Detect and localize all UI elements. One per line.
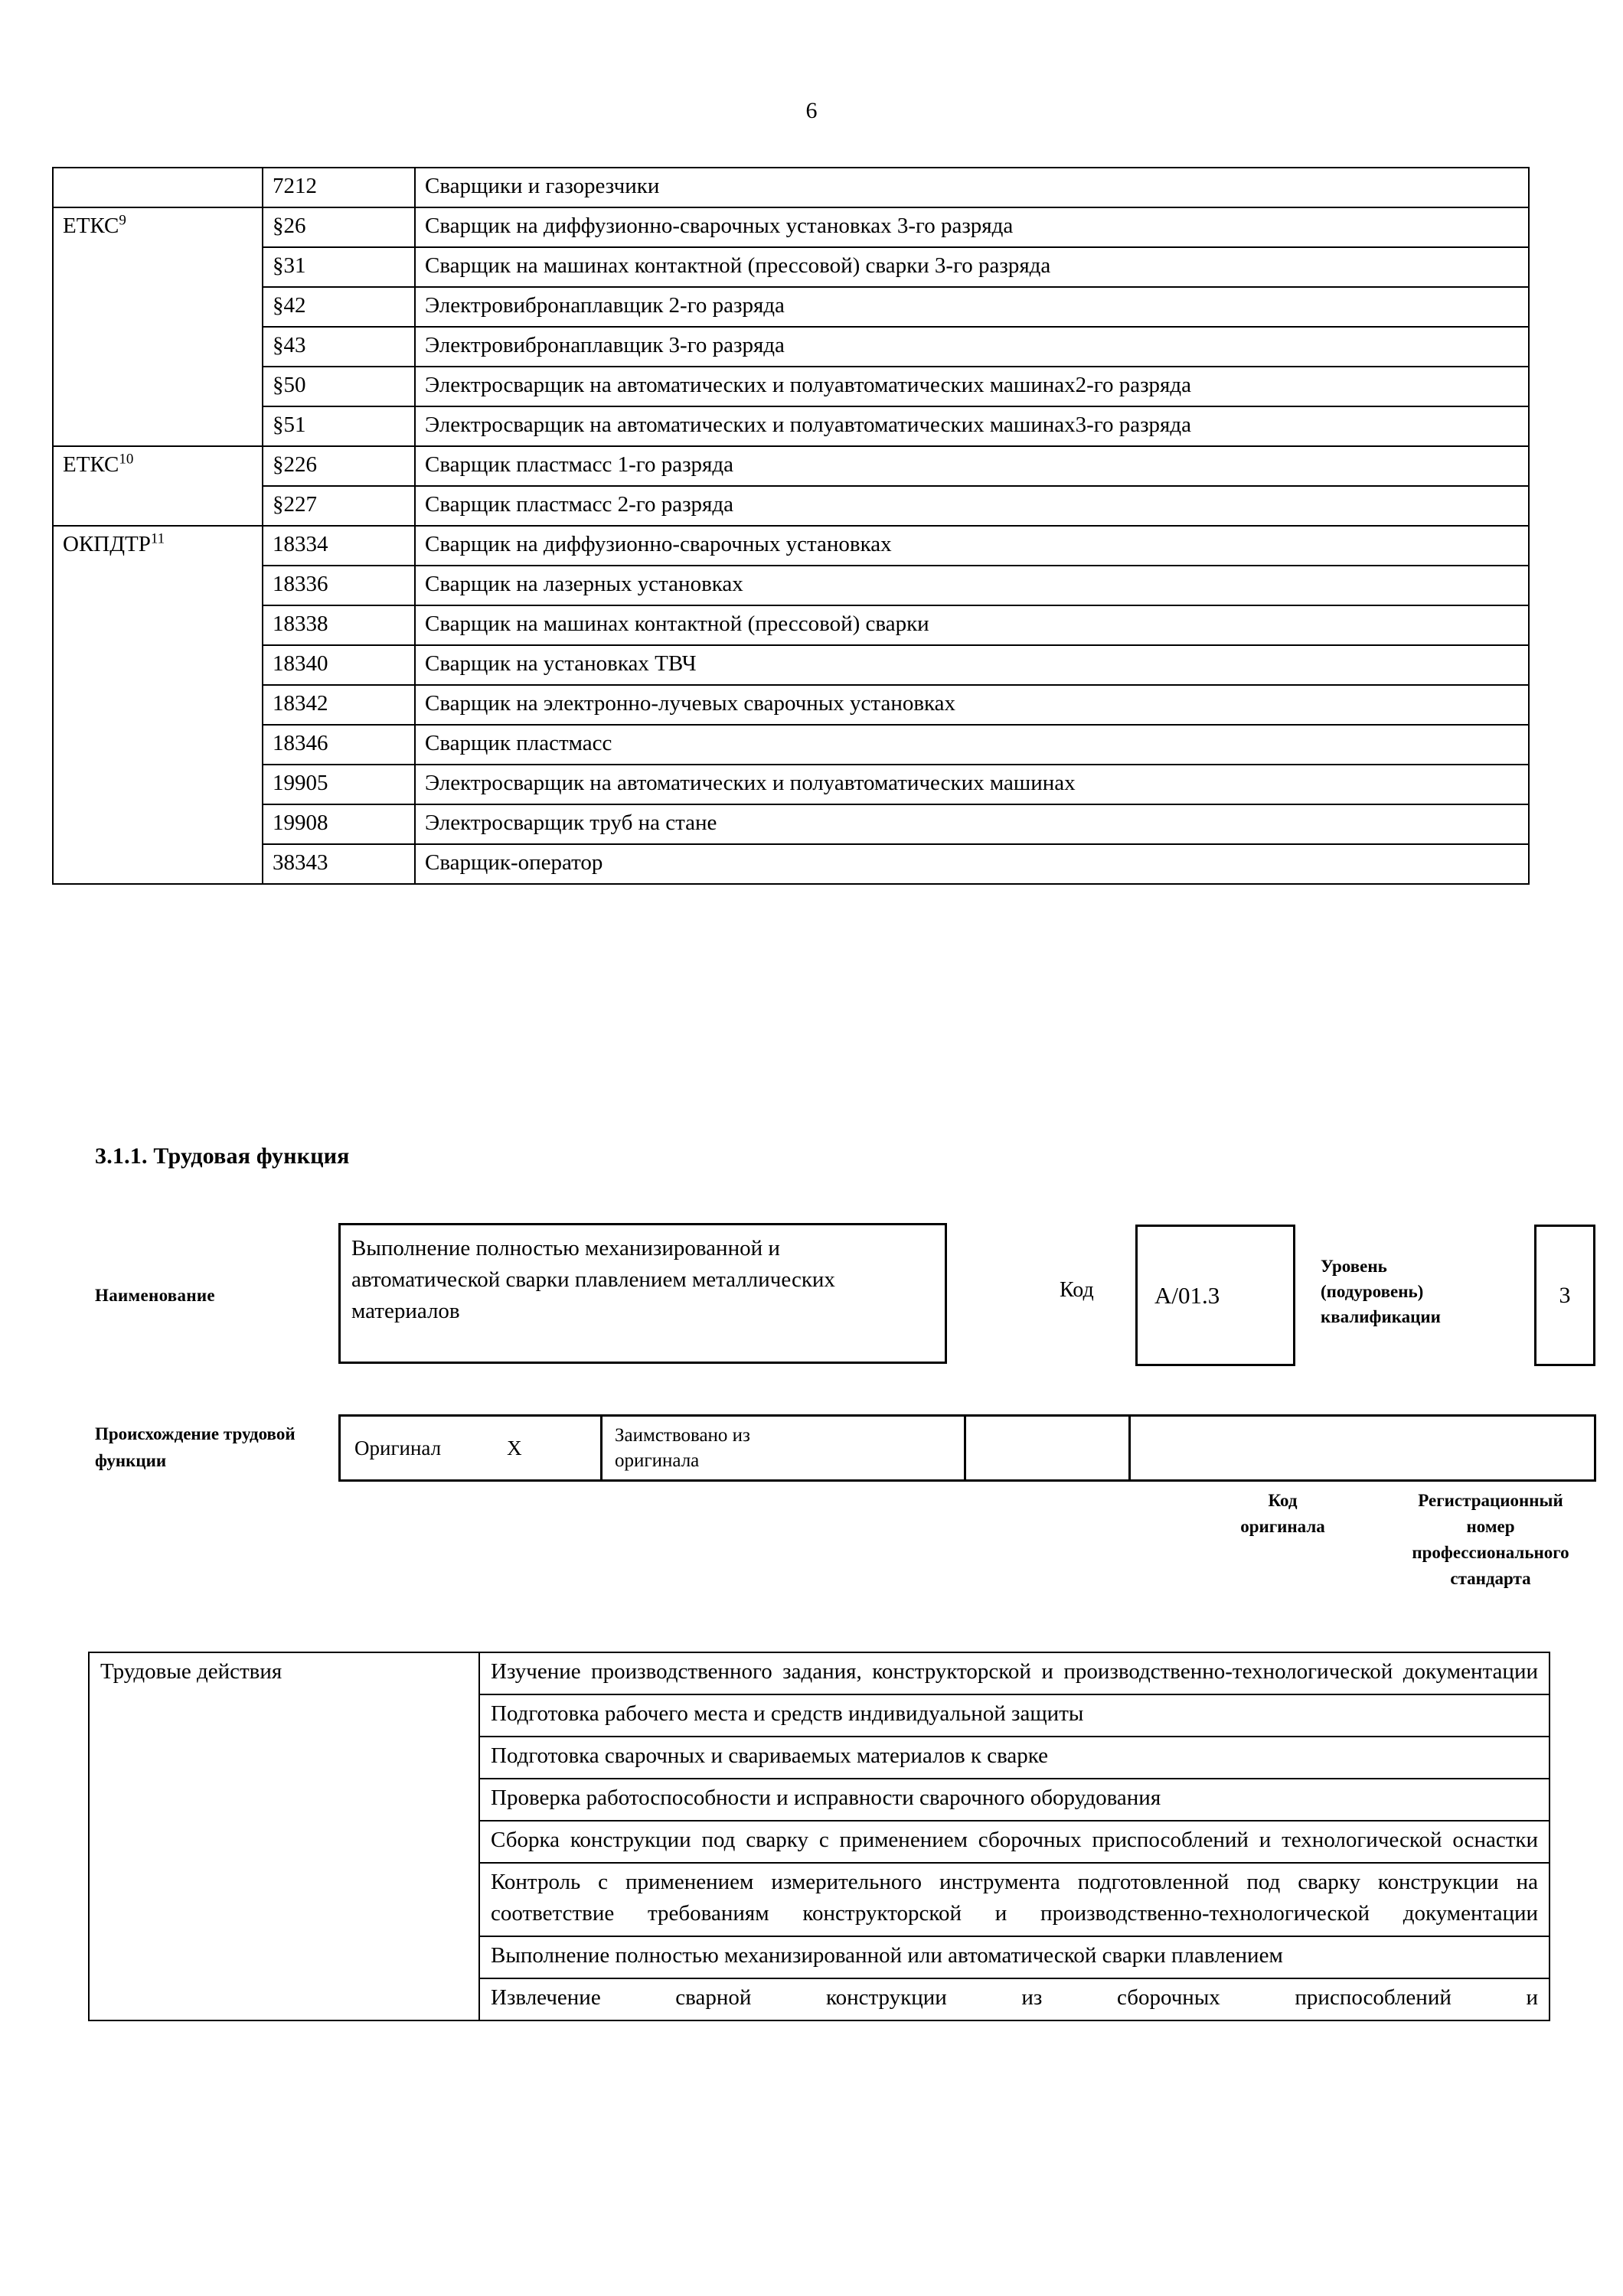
name-cell: Сварщик на лазерных установках [415, 566, 1529, 605]
origin-label-line2: функции [95, 1451, 167, 1470]
code-cell: §26 [263, 207, 415, 247]
origin-original-mark: X [507, 1436, 522, 1459]
name-cell: Электровибронаплавщик 2-го разряда [415, 287, 1529, 327]
name-cell: Электросварщик на автоматических и полуавтоматических машинах [415, 765, 1529, 804]
code-cell: 18346 [263, 725, 415, 765]
origin-original-cell [338, 1414, 600, 1482]
code-cell: 19908 [263, 804, 415, 844]
name-cell: Сварщик на машинах контактной (прессовой) сварки [415, 605, 1529, 645]
labor-actions-table [88, 1652, 1550, 2021]
labor-actions-body [89, 1652, 1550, 2020]
table-row [53, 566, 1529, 605]
table-row [53, 247, 1529, 287]
table-row [53, 486, 1529, 526]
labor-action-item: Подготовка рабочего места и средств индивидуальной защиты [479, 1694, 1550, 1737]
table-row [53, 207, 1529, 247]
table-row [89, 1652, 1550, 1694]
code-cell: §43 [263, 327, 415, 367]
code-cell: 7212 [263, 168, 415, 207]
origin-registration-caption [1380, 1488, 1602, 1592]
page-number: 6 [805, 98, 818, 123]
name-cell: Сварщик на машинах контактной (прессовой) сварки 3-го разряда [415, 247, 1529, 287]
name-cell: Электросварщик труб на стане [415, 804, 1529, 844]
code-cell: 18338 [263, 605, 415, 645]
labor-actions-label: Трудовые действия [89, 1652, 479, 2020]
function-origin-label [95, 1420, 325, 1474]
level-label-line3: квалификации [1321, 1307, 1441, 1326]
code-cell: §50 [263, 367, 415, 406]
code-cell: §226 [263, 446, 415, 486]
function-code-label: Код [1060, 1278, 1094, 1302]
classifier-table-body [53, 168, 1529, 884]
table-row [53, 844, 1529, 884]
table-row [53, 367, 1529, 406]
code-cell: §51 [263, 406, 415, 446]
section-heading: 3.1.1. Трудовая функция [95, 1143, 350, 1169]
source-cell-etks9 [53, 207, 263, 446]
origin-code-caption [1200, 1488, 1365, 1540]
origin-original-label: Оригинал [354, 1436, 442, 1459]
origin-borrowed-cell [600, 1414, 964, 1482]
name-cell: Сварщик на установках ТВЧ [415, 645, 1529, 685]
source-cell [53, 168, 263, 207]
name-cell: Сварщик пластмасс [415, 725, 1529, 765]
code-cell: 18336 [263, 566, 415, 605]
source-cell-okpdtr11 [53, 526, 263, 884]
origin-registration-input[interactable] [1128, 1414, 1596, 1482]
name-cell: Электровибронаплавщик 3-го разряда [415, 327, 1529, 367]
name-cell: Сварщик на электронно-лучевых сварочных установках [415, 685, 1529, 725]
reg-caption-line4: стандарта [1450, 1569, 1531, 1588]
code-caption-line2: оригинала [1240, 1517, 1325, 1536]
labor-action-item: Извлечение сварной конструкции из сборочных приспособлений и [479, 1978, 1550, 2020]
table-row [53, 327, 1529, 367]
source-label: ЕТКС [63, 452, 119, 477]
labor-action-item: Контроль с применением измерительного инструмента подготовленной под сварку конструкции на соответствие требованиям конструкторской и производственно-технологической документации [479, 1863, 1550, 1936]
origin-borrowed-line1: Заимствовано из [615, 1425, 750, 1446]
footnote-ref: 11 [150, 530, 165, 547]
source-label: ОКПДТР [63, 532, 151, 556]
name-cell: Сварщики и газорезчики [415, 168, 1529, 207]
labor-action-item: Сборка конструкции под сварку с применением сборочных приспособлений и технологической оснастки [479, 1821, 1550, 1863]
code-cell: §31 [263, 247, 415, 287]
labor-action-item: Подготовка сварочных и свариваемых материалов к сварке [479, 1737, 1550, 1779]
table-row [53, 645, 1529, 685]
reg-caption-line1: Регистрационный [1418, 1491, 1563, 1510]
table-row [53, 765, 1529, 804]
table-row [53, 725, 1529, 765]
code-cell: §227 [263, 486, 415, 526]
name-cell: Сварщик пластмасс 2-го разряда [415, 486, 1529, 526]
code-cell: 18334 [263, 526, 415, 566]
qualification-level-label [1321, 1254, 1501, 1329]
table-row [53, 605, 1529, 645]
code-cell: 18342 [263, 685, 415, 725]
name-cell: Электросварщик на автоматических и полуавтоматических машинах3-го разряда [415, 406, 1529, 446]
function-name-value: Выполнение полностью механизированной и автоматической сварки плавлением металлических материалов [338, 1223, 947, 1364]
level-label-line2: (подуровень) [1321, 1282, 1424, 1301]
code-cell: 38343 [263, 844, 415, 884]
name-cell: Сварщик на диффузионно-сварочных установках 3-го разряда [415, 207, 1529, 247]
reg-caption-line3: профессионального [1412, 1543, 1569, 1562]
code-cell: 19905 [263, 765, 415, 804]
code-cell: §42 [263, 287, 415, 327]
function-code-value: A/01.3 [1135, 1225, 1295, 1366]
table-row [53, 446, 1529, 486]
table-row [53, 526, 1529, 566]
reg-caption-line2: номер [1466, 1517, 1515, 1536]
labor-function-block [95, 1223, 1571, 1388]
origin-code-input[interactable] [964, 1414, 1128, 1482]
table-row [53, 406, 1529, 446]
qualification-level-value: 3 [1534, 1225, 1595, 1366]
level-label-line1: Уровень [1321, 1257, 1387, 1276]
footnote-ref: 10 [119, 451, 134, 468]
labor-action-item: Выполнение полностью механизированной или автоматической сварки плавлением [479, 1936, 1550, 1978]
origin-label-line1: Происхождение трудовой [95, 1424, 296, 1443]
code-caption-line1: Код [1268, 1491, 1298, 1510]
labor-action-item: Изучение производственного задания, конструкторской и производственно-технологической документации [479, 1652, 1550, 1694]
name-cell: Электросварщик на автоматических и полуавтоматических машинах2-го разряда [415, 367, 1529, 406]
labor-action-item: Проверка работоспособности и исправности сварочного оборудования [479, 1779, 1550, 1821]
name-cell: Сварщик на диффузионно-сварочных установках [415, 526, 1529, 566]
function-origin-captions [338, 1488, 1596, 1618]
function-name-label: Наименование [95, 1286, 215, 1305]
name-cell: Сварщик-оператор [415, 844, 1529, 884]
table-row [53, 804, 1529, 844]
code-cell: 18340 [263, 645, 415, 685]
name-cell: Сварщик пластмасс 1-го разряда [415, 446, 1529, 486]
footnote-ref: 9 [119, 212, 126, 229]
table-row [53, 168, 1529, 207]
table-row [53, 287, 1529, 327]
source-cell-etks10 [53, 446, 263, 526]
table-row [53, 685, 1529, 725]
origin-borrowed-line2: оригинала [615, 1450, 700, 1471]
source-label: ЕТКС [63, 214, 119, 238]
classifier-table [52, 167, 1530, 885]
function-origin-row [338, 1414, 1596, 1482]
